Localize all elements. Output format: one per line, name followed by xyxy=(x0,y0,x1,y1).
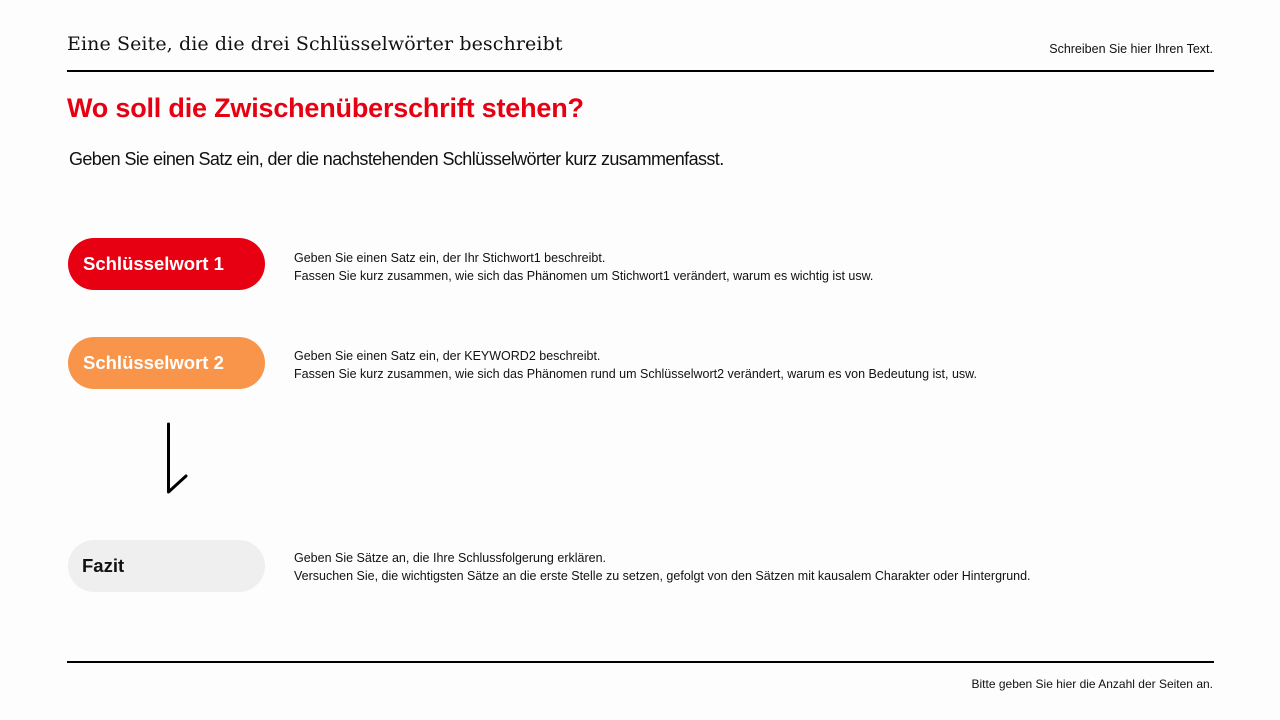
conclusion-label: Fazit xyxy=(82,555,125,576)
keyword-1-pill xyxy=(68,238,265,290)
keyword-1-line-1: Geben Sie einen Satz ein, der Ihr Stichwort1 beschreibt. xyxy=(294,251,606,265)
keyword-1-label: Schlüsselwort 1 xyxy=(83,253,224,274)
keyword-1-line-2: Fassen Sie kurz zusammen, wie sich das Phänomen um Stichwort1 verändert, warum es wichtig ist usw. xyxy=(294,269,874,283)
header-note: Schreiben Sie hier Ihren Text. xyxy=(1049,42,1213,56)
conclusion-line-1: Geben Sie Sätze an, die Ihre Schlussfolgerung erklären. xyxy=(294,551,606,565)
arrow-down-icon xyxy=(160,420,194,500)
footer-note: Bitte geben Sie hier die Anzahl der Seiten an. xyxy=(971,677,1213,691)
keyword-2-description xyxy=(294,347,977,383)
footer-divider xyxy=(67,661,1214,663)
conclusion-line-2: Versuchen Sie, die wichtigsten Sätze an die erste Stelle zu setzen, gefolgt von den Sätzen mit kausalem Charakter oder Hintergrund. xyxy=(294,569,1031,583)
summary-text: Geben Sie einen Satz ein, der die nachstehenden Schlüsselwörter kurz zusammenfasst. xyxy=(69,149,724,169)
keyword-2-pill xyxy=(68,337,265,389)
subheading: Wo soll die Zwischenüberschrift stehen? xyxy=(67,93,584,123)
page-title: Eine Seite, die die drei Schlüsselwörter beschreibt xyxy=(67,33,563,55)
conclusion-description xyxy=(294,549,1031,585)
keyword-2-label: Schlüsselwort 2 xyxy=(83,352,224,373)
header-divider xyxy=(67,70,1214,72)
keyword-1-description xyxy=(294,249,873,285)
conclusion-pill xyxy=(68,540,265,592)
keyword-2-line-1: Geben Sie einen Satz ein, der KEYWORD2 beschreibt. xyxy=(294,349,601,363)
keyword-2-line-2: Fassen Sie kurz zusammen, wie sich das Phänomen rund um Schlüsselwort2 verändert, warum es von Bedeutung ist, usw. xyxy=(294,367,977,381)
